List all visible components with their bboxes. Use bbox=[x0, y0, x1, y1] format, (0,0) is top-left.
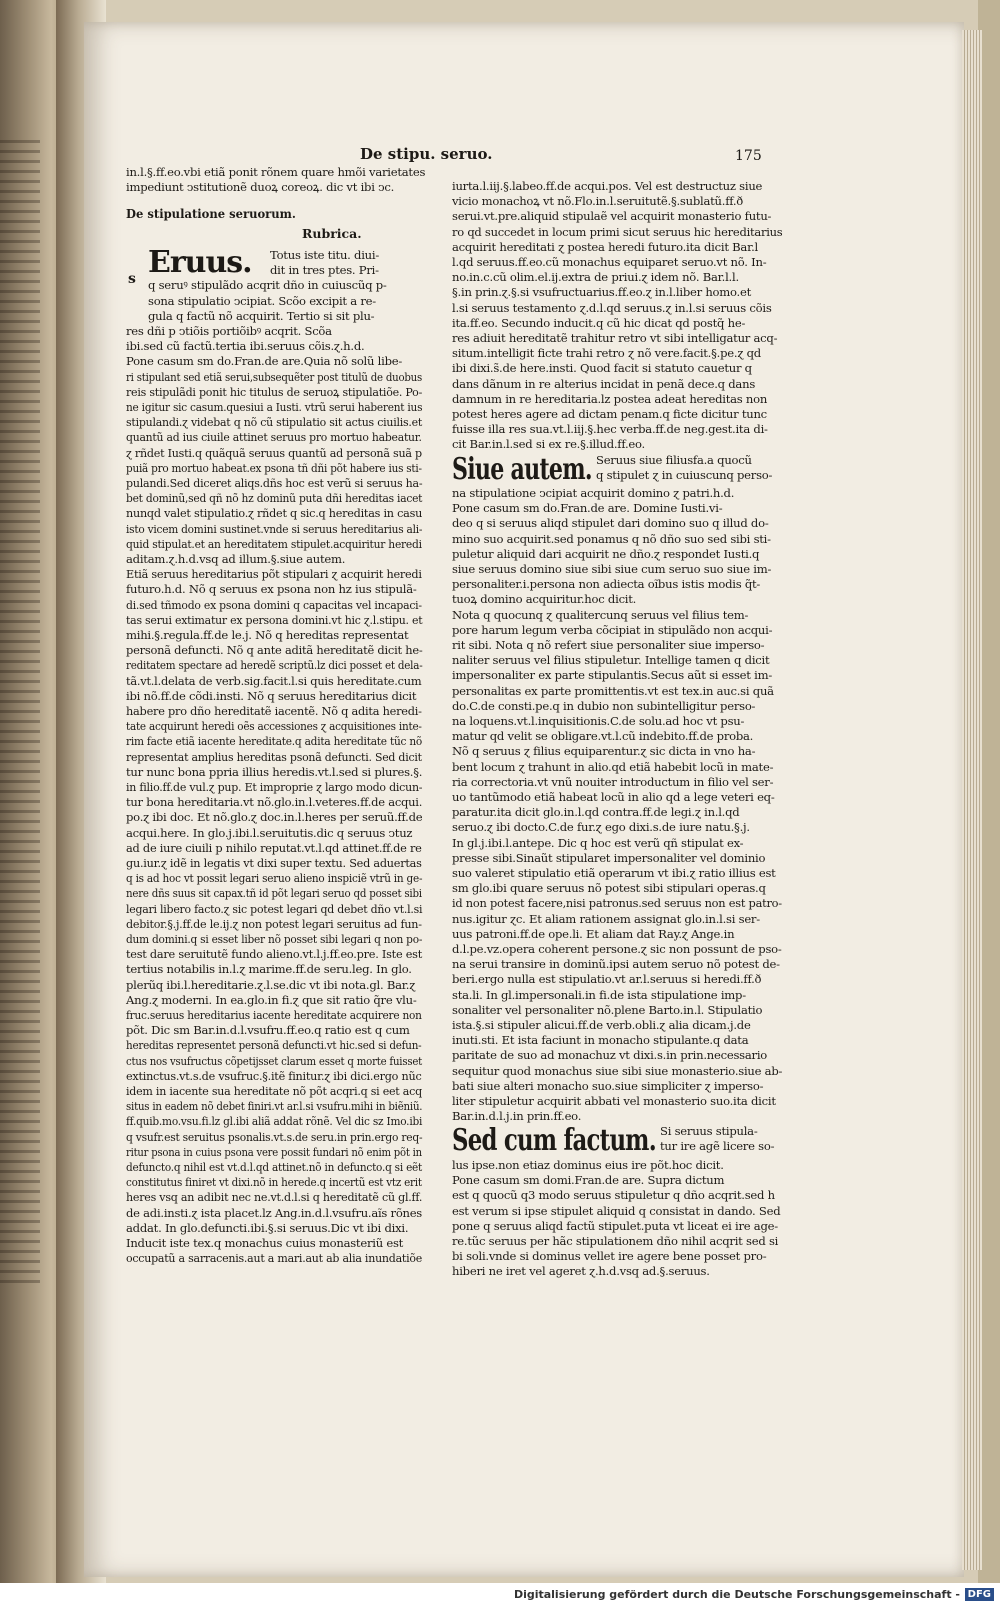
right-column-line: mino suo acquirit.sed ponamus q nõ dño suo sed sibi sti- bbox=[452, 531, 771, 546]
right-column-line: impersonaliter ex parte stipulantis.Secus aũt si esset im- bbox=[452, 668, 773, 683]
right-column-line: pone q seruus aliqd factũ stipulet.puta vt liceat ei ire age- bbox=[452, 1218, 778, 1233]
left-column-line: reditatem spectare ad heredẽ scriptũ.lz dici posset et dela- bbox=[126, 658, 423, 673]
page-stack-edge bbox=[962, 30, 982, 1570]
left-column-line: fruc.seruus hereditarius iacente hereditate acquirere non bbox=[126, 1008, 422, 1022]
right-column-line: vicio monachoꝝ vt nõ.Flo.in.l.seruitutẽ.§.sublatũ.ff.ð bbox=[452, 194, 744, 209]
left-column-line: constitutus finiret vt dixi.nõ in herede.q incertũ est vtz erit bbox=[126, 1175, 422, 1190]
left-column-line: tate acquirunt heredi oẽs accessiones ɀ acquisitiones inte- bbox=[126, 719, 422, 734]
left-column-line: Inducit iste tex.q monachus cuius monasteriũ est bbox=[126, 1236, 404, 1250]
right-column-line: Pone casum sm domi.Fran.de are. Supra dictum bbox=[452, 1173, 725, 1188]
left-column-line: ri stipulant sed etiã serui,subsequẽter post titulũ de duobus bbox=[126, 369, 423, 384]
right-column-line: situm.intelligit ficte trahi retro ɀ nõ vere.facit.§.pe.ɀ qd bbox=[452, 346, 761, 361]
right-column-line: personaliter.i.persona non adiecta oĩbus istis modis q̃t- bbox=[452, 577, 761, 592]
right-column-line: iurta.l.iij.§.labeo.ff.de acqui.pos. Vel est destructuz siue bbox=[452, 179, 763, 193]
right-column-line: nus.igitur ɀc. Et aliam rationem assignat glo.in.l.si ser- bbox=[452, 911, 760, 926]
left-column-line: personã defuncti. Nõ q ante aditã hereditatẽ dicit he- bbox=[126, 643, 423, 658]
right-column-line: potest heres agere ad dictam penam.q ficte dicitur tunc bbox=[452, 407, 767, 421]
left-column-line: q is ad hoc vt possit legari seruo alieno inspiciẽ vtrũ in ge- bbox=[126, 871, 423, 886]
right-column-line: ita.ff.eo. Secundo inducit.q cũ hic dicat qd postq̃ he- bbox=[452, 315, 746, 330]
left-column-line: quid stipulat.et an hereditatem stipulet.acquiritur heredi bbox=[126, 536, 422, 551]
rubric-label: Rubrica. bbox=[302, 226, 362, 241]
left-column-line: nere dñs suus sit capax.tñ id põt legari seruo qd posset sibi bbox=[126, 886, 422, 901]
right-column-line: bi soli.vnde si dominus vellet ire agere bene posset pro- bbox=[452, 1249, 767, 1264]
right-column-line: do.C.de consti.pe.q in dubio non subintelligitur perso- bbox=[452, 698, 756, 713]
right-column-line: sm glo.ibi quare seruus nõ potest sibi stipulari operas.q bbox=[452, 881, 766, 896]
left-column-line: nunqd valet stipulatio.ɀ rñdet q sic.q hereditas in casu bbox=[126, 506, 423, 521]
right-column-line: paratur.ita dicit glo.in.l.qd contra.ff.de legi.ɀ in.l.qd bbox=[452, 805, 740, 820]
left-column-line: põt. Dic sm Bar.in.d.l.vsufru.ff.eo.q ratio est q cum bbox=[126, 1023, 410, 1038]
right-column-line: paritate de suo ad monachuz vt dixi.s.in prin.necessario bbox=[452, 1048, 768, 1063]
left-column-line: ne igitur sic casum.quesiui a Iusti. vtrũ serui haberent ius bbox=[126, 400, 423, 414]
folio-number: 175 bbox=[735, 148, 762, 164]
right-column-line: l.si seruus testamento ɀ.d.l.qd seruus.ɀ in.l.si seruus cõis bbox=[452, 300, 772, 315]
footer-bar bbox=[0, 1583, 1000, 1605]
right-column-line: naliter seruus vel filius stipuletur. Intellige tamen q dicit bbox=[452, 653, 770, 668]
left-intro-line: impediunt ↄstitutionẽ duoꝝ coreoꝝ. dic vt ibi ↄc. bbox=[126, 180, 395, 194]
left-column-line: defuncto.q nihil est vt.d.l.qd attinet.nõ in defuncto.q si eẽt bbox=[126, 1160, 423, 1174]
right-column-line: na serui transire in dominũ.ipsi autem seruo nõ potest de- bbox=[452, 957, 780, 972]
left-intro-line: in.l.§.ff.eo.vbi etiã ponit rõnem quare hmõi varietates bbox=[126, 165, 426, 179]
left-column-line: res dñi p ↄtiõis portiõibꝰ acqrit. Scõa bbox=[126, 324, 332, 338]
right-column-line: ro qd succedet in locum primi sicut seruus hic hereditarius bbox=[452, 224, 783, 239]
initial-paragraph-line: q seruꝰ stipulãdo acqrit dño in cuiuscũq p- bbox=[148, 278, 387, 293]
right-column-line: ibi dixi.s̃.de here.insti. Quod facit si statuto cauetur q bbox=[452, 361, 752, 376]
left-column-line: ritur psona in cuius psona vere possit fundari nõ enim põt in bbox=[126, 1144, 422, 1159]
left-column-line: ff.quib.mo.vsu.fi.lz gl.ibi aliã addat rõnẽ. Vel dic sz Imo.ibi bbox=[126, 1114, 423, 1129]
left-column-line: in filio.ff.de vul.ɀ pup. Et improprie ɀ largo modo dicun- bbox=[126, 780, 423, 794]
margin-marker: s bbox=[128, 271, 136, 287]
left-column-line: pulandi.Sed diceret aliqs.dñs hoc est verũ si seruus ha- bbox=[126, 476, 423, 490]
right-column-line: siue seruus domino siue sibi siue cum seruo suo siue im- bbox=[452, 562, 772, 576]
left-column-line: representat amplius hereditas psonã defuncti. Sed dicit bbox=[126, 749, 422, 764]
siue-autem-word: Siue autem. bbox=[452, 452, 592, 487]
sed-paragraph-line: Si seruus stipula- bbox=[660, 1124, 758, 1138]
left-column-line: isto vicem domini sustinet.vnde si seruus hereditarius ali- bbox=[126, 521, 423, 536]
left-column-line: acqui.here. In glo.j.ibi.l.seruitutis.dic q seruus ↄtuz bbox=[126, 825, 413, 840]
footer-credit: Digitalisierung gefördert durch die Deutsche Forschungsgemeinschaft - bbox=[513, 1588, 960, 1601]
sed-paragraph-line: tur ire agẽ licere so- bbox=[660, 1139, 775, 1153]
right-column-line: ria correctoria.vt vnũ nouiter introductum in filio vel ser- bbox=[452, 774, 774, 789]
left-column-line: debitor.§.j.ff.de le.ij.ɀ non potest legari seruitus ad fun- bbox=[126, 916, 422, 931]
left-column-line: Pone casum sm do.Fran.de are.Quia nõ solũ libe- bbox=[126, 354, 403, 369]
right-column-line: uo tantũmodo etiã habeat locũ in alio qd a lege veteri eq- bbox=[452, 790, 775, 804]
left-column-line: tã.vt.l.delata de verb.sig.facit.l.si quis hereditate.cum bbox=[126, 673, 422, 688]
right-column-line: serui.vt.pre.aliquid stipulaẽ vel acquirit monasterio futu- bbox=[452, 209, 772, 224]
right-column-line: sequitur quod monachus siue sibi siue monasterio.siue ab- bbox=[452, 1063, 783, 1078]
right-column-line: beri.ergo nulla est stipulatio.vt ar.l.seruus si heredi.ff.ð bbox=[452, 972, 762, 987]
right-column-line: In gl.j.ibi.l.antepe. Dic q hoc est verũ qñ stipulat ex- bbox=[452, 835, 744, 850]
dfg-logo: DFG bbox=[965, 1588, 994, 1601]
right-column-line: bati siue alteri monacho suo.siue simpliciter ɀ imperso- bbox=[452, 1078, 764, 1093]
left-column-line: plerũq ibi.l.hereditarie.ɀ.l.se.dic vt ibi nota.gl. Bar.ɀ bbox=[126, 977, 416, 992]
left-column-line: Etiã seruus hereditarius põt stipulari ɀ acquirit heredi bbox=[126, 567, 422, 582]
left-column-line: situs in eadem nõ debet finiri.vt ar.l.si vsufru.mihi in biẽniũ. bbox=[126, 1099, 423, 1114]
siue-paragraph-line: q stipulet ɀ in cuiuscunq perso- bbox=[596, 468, 773, 482]
left-column-line: puiã pro mortuo habeat.ex psona tñ dñi põt habere ius sti- bbox=[126, 460, 422, 475]
right-column-line: pore harum legum verba cõcipiat in stipulãdo non acqui- bbox=[452, 622, 773, 637]
right-column-line: liter stipuletur acquirit abbati vel monasterio suo.ita dicit bbox=[452, 1094, 776, 1108]
initial-paragraph-line: Totus iste titu. diui- bbox=[270, 248, 380, 262]
left-column-line: reis stipulãdi ponit hic titulus de seruoꝝ stipulatiõe. Po- bbox=[126, 384, 423, 399]
right-column-line: na loquens.vt.l.inquisitionis.C.de solu.ad hoc vt psu- bbox=[452, 714, 745, 728]
left-column-line: tertius notabilis in.l.ɀ marime.ff.de seru.leg. In glo. bbox=[126, 962, 412, 977]
right-column-line: Bar.in.d.l.j.in prin.ff.eo. bbox=[452, 1109, 582, 1124]
left-column-line: rim facte etiã iacente hereditate.q adita hereditate tũc nõ bbox=[126, 734, 423, 749]
left-column-line: stipulandi.ɀ videbat q nõ cũ stipulatio sit actus ciuilis.et bbox=[126, 415, 423, 430]
right-column-line: d.l.pe.vz.opera coherent persone.ɀ sic non possunt de pso- bbox=[452, 942, 782, 956]
left-page-text-fragment bbox=[0, 140, 40, 1290]
right-column-line: sonaliter vel personaliter nõ.plene Barto.in.l. Stipulatio bbox=[452, 1002, 763, 1017]
left-column-line: ɀ rñdet Iusti.q quãquã seruus quantũ ad personã suã p bbox=[126, 445, 422, 460]
left-column-line: idem in iacente sua hereditate nõ põt acqri.q si eet acq bbox=[126, 1084, 422, 1098]
right-column-line: §.in prin.ɀ.§.si vsufructuarius.ff.eo.ɀ in.l.liber homo.et bbox=[452, 285, 752, 300]
right-column-line: rit sibi. Nota q nõ refert siue personaliter siue imperso- bbox=[452, 638, 765, 652]
right-column-line: sta.li. In gl.impersonali.in fi.de ista stipulatione imp- bbox=[452, 987, 746, 1002]
left-column-line: habere pro dño hereditatẽ iacentẽ. Nõ q adita heredi- bbox=[126, 704, 422, 718]
left-column-line: mihi.§.regula.ff.de le.j. Nõ q hereditas representat bbox=[126, 628, 409, 642]
left-column-line: tur bona hereditaria.vt nõ.glo.in.l.veteres.ff.de acqui. bbox=[126, 795, 423, 810]
right-column-line: fuisse illa res sua.vt.l.iij.§.hec verba.ff.de neg.gest.ita di- bbox=[452, 422, 768, 437]
right-column-line: lus ipse.non etiaz dominus eius ire põt.hoc dicit. bbox=[452, 1158, 724, 1172]
right-column-line: tuoꝝ domino acquiritur.hoc dicit. bbox=[452, 592, 637, 607]
left-column-line: po.ɀ ibi doc. Et nõ.glo.ɀ doc.in.l.heres per seruũ.ff.de bbox=[126, 810, 423, 825]
left-column-line: futuro.h.d. Nõ q seruus ex psona non hz ius stipulã- bbox=[126, 582, 417, 597]
rubric-title: De stipulatione seruorum. bbox=[126, 206, 296, 221]
left-column-line: ad de iure ciuili p nihilo reputat.vt.l.qd attinet.ff.de re bbox=[126, 840, 422, 855]
right-column-line: id non potest facere,nisi patronus.sed seruus non est patro- bbox=[452, 896, 782, 911]
right-column-line: inuti.sti. Et ista faciunt in monacho stipulante.q data bbox=[452, 1033, 749, 1048]
right-column-line: dans dãnum in re alterius incidat in penã dece.q dans bbox=[452, 376, 756, 391]
sed-cum-factum-word: Sed cum factum. bbox=[452, 1123, 656, 1158]
left-column-line: addat. In glo.defuncti.ibi.§.si seruus.Dic vt ibi dixi. bbox=[126, 1220, 409, 1235]
siue-paragraph-line: Seruus siue filiusfa.a quocũ bbox=[596, 453, 752, 467]
initial-word: Eruus. bbox=[148, 245, 252, 280]
right-column-line: personalitas ex parte promittentis.vt est tex.in auc.si quã bbox=[452, 683, 774, 698]
left-page-edge bbox=[0, 0, 64, 1605]
left-column-line: extinctus.vt.s.de vsufruc.§.itẽ finitur.ɀ ibi dici.ergo nũc bbox=[126, 1068, 422, 1083]
right-column-line: est verum si ipse stipulet aliquid q consistat in dando. Sed bbox=[452, 1203, 781, 1218]
right-column-line: uus patroni.ff.de ope.li. Et aliam dat Ray.ɀ Ange.in bbox=[452, 926, 735, 941]
right-column-line: seruo.ɀ ibi docto.C.de fur.ɀ ego dixi.s.de iure natu.§.j. bbox=[452, 820, 750, 835]
left-column-line: tur nunc bona ppria illius heredis.vt.l.sed si plures.§. bbox=[126, 764, 423, 779]
right-column-line: presse sibi.Sinaũt stipularet impersonaliter vel dominio bbox=[452, 850, 766, 865]
left-column-line: di.sed tñmodo ex psona domini q capacitas vel incapaci- bbox=[126, 597, 422, 612]
right-column-line: acquirit hereditati ɀ postea heredi futuro.ita dicit Bar.l bbox=[452, 239, 759, 254]
left-column-line: occupatũ a sarracenis.aut a mari.aut ab alia inundatiõe bbox=[126, 1251, 423, 1266]
right-column-line: puletur aliquid dari acquirit ne dño.ɀ respondet Iusti.q bbox=[452, 546, 760, 561]
right-column-line: est q quocũ q3 modo seruus stipuletur q dño acqrit.sed h bbox=[452, 1188, 775, 1203]
left-column-line: de adi.insti.ɀ ista placet.lz Ang.in.d.l.vsufru.aĩs rõnes bbox=[126, 1205, 422, 1220]
left-column-line: aditam.ɀ.h.d.vsq ad illum.§.siue autem. bbox=[126, 552, 346, 566]
left-column-line: q vsufr.est seruitus psonalis.vt.s.de seru.in prin.ergo req- bbox=[126, 1129, 423, 1144]
right-column-line: l.qd seruus.ff.eo.cũ monachus equiparet seruo.vt nõ. In- bbox=[452, 255, 767, 269]
left-column-line: ctus nos vsufructus cõpetijsset clarum esset q morte fuisset bbox=[126, 1053, 423, 1068]
left-column-line: Ang.ɀ moderni. In ea.glo.in fi.ɀ que sit ratio q̃re vlu- bbox=[126, 992, 417, 1007]
left-column-line: hereditas representet personã defuncti.vt hic.sed si defun- bbox=[126, 1038, 422, 1053]
right-column-line: ista.§.si stipuler alicui.ff.de verb.obli.ɀ alia dicam.j.de bbox=[452, 1018, 751, 1032]
right-column-line: Nota q quocunq ɀ qualitercunq seruus vel filius tem- bbox=[452, 607, 749, 622]
left-column-line: ibi.sed cũ factũ.tertia ibi.seruus cõis.ɀ.h.d. bbox=[126, 339, 365, 354]
right-column-line: damnum in re hereditaria.lz postea adeat hereditas non bbox=[452, 391, 768, 406]
right-column-line: cit Bar.in.l.sed si ex re.§.illud.ff.eo. bbox=[452, 437, 645, 452]
right-column-line: matur qd velit se obligare.vt.l.cũ indebito.ff.de proba. bbox=[452, 729, 754, 744]
left-column-line: quantũ ad ius ciuile attinet seruus pro mortuo habeatur. bbox=[126, 430, 422, 445]
initial-paragraph-line: gula q factũ nõ acquirit. Tertio si sit plu- bbox=[148, 308, 375, 323]
left-column-line: test dare seruitutẽ fundo alieno.vt.l.j.ff.eo.pre. Iste est bbox=[126, 947, 423, 962]
left-column-line: ibi nõ.ff.de cõdi.insti. Nõ q seruus hereditarius dicit bbox=[126, 688, 417, 703]
running-head: De stipu. seruo. bbox=[360, 145, 493, 163]
left-column-line: heres vsq an adibit nec ne.vt.d.l.si q hereditatẽ cũ gl.ff. bbox=[126, 1190, 423, 1205]
right-column-line: na stipulatione ↄcipiat acquirit domino ɀ patri.h.d. bbox=[452, 486, 735, 500]
left-column-line: tas serui extimatur ex persona domini.vt hic ɀ.l.stipu. et bbox=[126, 612, 423, 627]
initial-paragraph-line: dit in tres ptes. Pri- bbox=[270, 263, 379, 278]
left-column-line: gu.iur.ɀ idẽ in legatis vt dixi super textu. Sed aduertas bbox=[126, 856, 422, 870]
right-column-line: deo q si seruus aliqd stipulet dari domino suo q illud do- bbox=[452, 516, 769, 531]
left-column-line: bet dominũ,sed qñ nõ hz dominũ puta dñi hereditas iacet bbox=[126, 491, 423, 506]
right-column-line: no.in.c.cũ olim.el.ij.extra de priui.ɀ idem nõ. Bar.l.l. bbox=[452, 270, 739, 285]
right-column-line: hiberi ne iret vel ageret ɀ.h.d.vsq ad.§.seruus. bbox=[452, 1264, 710, 1279]
right-column-line: suo valeret stipulatio etiã operarum vt ibi.ɀ ratio illius est bbox=[452, 866, 776, 880]
right-column-line: re.tũc seruus per hãc stipulationem dño nihil acqrit sed si bbox=[452, 1234, 779, 1248]
right-column-line: Pone casum sm do.Fran.de are. Domine Iusti.vi- bbox=[452, 501, 723, 516]
left-column-line: legari libero facto.ɀ sic potest legari qd debet dño vt.l.si bbox=[126, 901, 423, 916]
right-column-line: Nõ q seruus ɀ filius equiparentur.ɀ sic dicta in vno ha- bbox=[452, 744, 756, 759]
right-column-line: bent locum ɀ trahunt in alio.qd etiã habebit locũ in mate- bbox=[452, 759, 774, 774]
initial-paragraph-line: sona stipulatio ↄcipiat. Scõo excipit a re- bbox=[148, 293, 376, 308]
right-column-line: res adiuit hereditatẽ trahitur retro vt sibi intelligatur acq- bbox=[452, 331, 778, 345]
left-column-line: dum domini.q si esset liber nõ posset sibi legari q non po- bbox=[126, 932, 423, 946]
